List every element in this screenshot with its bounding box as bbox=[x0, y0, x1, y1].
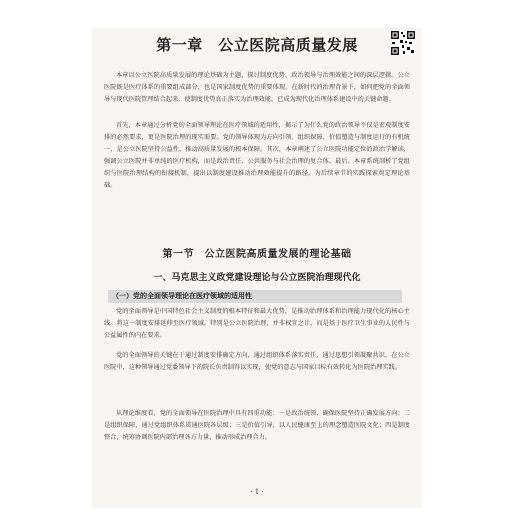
intro-paragraph-2: 首先，本章通过分析党的全面领导理论在医疗领域的适用性，揭示了为什么党的政治领导不仅是宏观制度安排的必然要求，更是医院治理的现实需要。党的领导体现为方向引领、组织保障、价值塑造与制度运行的有机统一，是公立医院坚持公益性、推动高质量发展的根本保障。其次，本章阐述了公立医院功能定位的政治学解读，强调公立医院并非单纯的医疗机构，而是政治责任、公共服务与社会治理的复合体。最后，本章系统剖析了党组织与医院治理结构的衔接机制，提出以制度建设推动治理效能提升的路径，为后续章节的实践探索奠定理论基础。 bbox=[104, 122, 410, 189]
page-number: · 1 · bbox=[250, 488, 264, 496]
subheading-title: （一）党的全面领导理论在医疗领域的适用性 bbox=[112, 292, 252, 300]
intro-paragraph-1: 本章以公立医院高质量发展的理论基础为主题，探讨制度优势、政治领导与治理效能之间的深层逻辑。公立医院既是医疗体系的重要组成部分，也是国家制度优势的重要体现。在新时代的治理背景下，如何把党的全面领导与现代医院管理结合起来，使制度优势真正落实为治理效能，已成为现代化治理体系建设中的关键命题。 bbox=[104, 72, 410, 103]
body-paragraph-3: 从理论维度看，党的全面领导在医院治理中具有四重功能：一是政治统领，确保医院坚持正确发展方向；二是组织保障，通过党组织体系贯通医院各层级；三是价值引导，以人民健康至上的理念塑造医院文化；四是制度整合，统筹协调医院内部治理各方力量，推动形成治理合力。 bbox=[104, 410, 410, 441]
body-paragraph-1: 党的全面领导是中国特色社会主义制度的根本特征和最大优势，是推动治理体系和治理能力现代化的核心主线。将这一制度安排延伸至医疗领域，特别是公立医院治理，并非权宜之计，而是基于医疗卫生事业的人民性与公益属性的内在要求。 bbox=[104, 308, 410, 339]
section-title: 第一节 公立医院高质量发展的理论基础 bbox=[162, 249, 352, 260]
subsection-title: 一、马克思主义政党建设理论与公立医院治理现代化 bbox=[153, 273, 361, 283]
body-paragraph-2: 党的全面领导的关键在于通过制度安排确定方向，通过组织体系落实责任，通过思想引领凝聚共识。在公立医院中，这种领导通过党委领导下的院长负责制得以实现，使党的意志与国家目标有效转化为医院治理实践。 bbox=[104, 352, 410, 371]
chapter-title: 第一章 公立医院高质量发展 bbox=[156, 36, 358, 54]
